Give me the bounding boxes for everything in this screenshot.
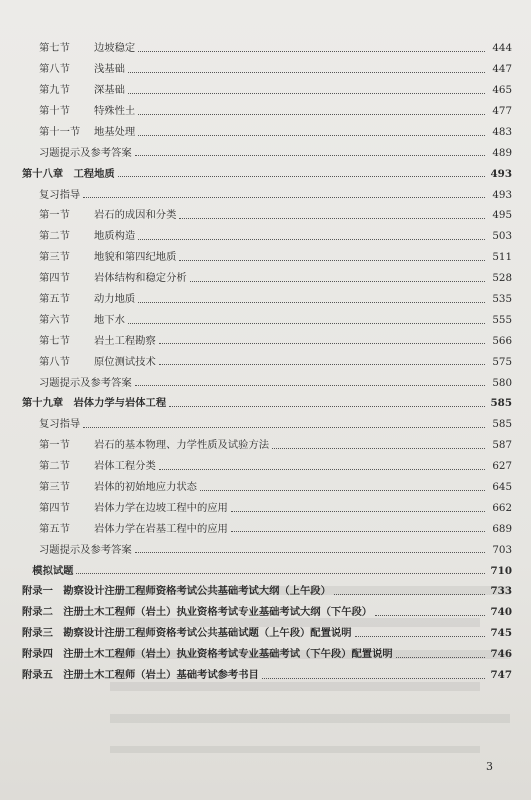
dot-leader [231,531,485,532]
toc-entry-number: 第四节 [39,272,70,285]
toc-entry [22,393,512,414]
dot-leader [83,427,485,428]
toc-entry-page: 740 [490,606,512,619]
dot-leader [135,552,485,553]
toc-entry [22,623,512,644]
toc-entry-number: 附录四 [22,648,53,661]
toc-entry-number: 附录一 [22,585,53,598]
toc-entry-number: 附录三 [22,627,53,640]
toc-entry-number: 第十八章 [22,167,64,180]
toc-entry-number: 第六节 [39,313,70,326]
toc-entry-number: 附录二 [22,606,53,619]
toc-entry-title: 原位测试技术 [94,355,156,368]
dot-leader [159,469,485,470]
toc-entry-page: 585 [492,418,512,431]
toc-entry-title: 岩石的基本物理、力学性质及试验方法 [94,439,270,452]
toc-entry-number: 第五节 [39,292,70,305]
dot-leader [396,657,485,658]
dot-leader [375,615,485,616]
toc-entry [22,289,512,310]
dot-leader [231,511,485,512]
toc-entry-number: 第十九章 [22,397,64,410]
toc-entry-page: 511 [492,251,512,264]
toc-entry-page: 733 [490,585,512,598]
toc-entry-title: 模拟试题 [32,564,74,577]
dot-leader [138,239,485,240]
dot-leader [179,260,485,261]
dot-leader [179,218,485,219]
toc-entry-number: 第九节 [39,84,70,97]
dot-leader [128,93,485,94]
toc-entry-number: 第二节 [39,460,70,473]
toc-entry [22,59,512,80]
toc-entry-page: 747 [490,669,512,682]
toc-entry-title: 习题提示及参考答案 [39,543,132,556]
toc-entry-title: 复习指导 [39,418,81,431]
toc-entry [22,226,512,247]
toc-entry-title: 地基处理 [94,125,136,138]
dot-leader [118,176,485,177]
toc-entry-number: 第一节 [39,209,70,222]
toc-entry-page: 566 [492,334,512,347]
dot-leader [159,364,485,365]
toc-entry-title: 勘察设计注册工程师资格考试公共基础试题（上午段）配置说明 [63,627,352,640]
toc-entry-page: 710 [490,564,512,577]
toc-entry-number: 第三节 [39,251,70,264]
toc-entry [22,101,512,122]
toc-entry-title: 特殊性土 [94,104,136,117]
dot-leader [262,678,485,679]
toc-entry [22,539,512,560]
toc-entry [22,518,512,539]
dot-leader [190,281,485,282]
toc-entry-number: 第五节 [39,522,70,535]
toc-entry [22,184,512,205]
toc-entry-title: 岩石的成因和分类 [94,209,177,222]
toc-entry-title: 习题提示及参考答案 [39,376,132,389]
toc-entry [22,477,512,498]
toc-entry [22,372,512,393]
dot-leader [128,323,485,324]
toc-entry [22,80,512,101]
toc-entry [22,122,512,143]
toc-entry-title: 地质构造 [94,230,136,243]
dot-leader [135,385,485,386]
toc-entry [22,38,512,59]
dot-leader [135,155,485,156]
toc-entry-number: 第八节 [39,63,70,76]
toc-entry-title: 注册土木工程师（岩土）执业资格考试专业基础考试（下午段）配置说明 [63,648,393,661]
toc-entry-number: 第七节 [39,42,70,55]
toc-entry-title: 工程地质 [73,167,115,180]
toc-entry [22,205,512,226]
toc-entry-page: 528 [492,272,512,285]
toc-entry-title: 地下水 [94,313,125,326]
toc-entry-page: 585 [490,397,512,410]
toc-entry-page: 587 [492,439,512,452]
toc-entry [22,560,512,581]
toc-entry-page: 503 [492,230,512,243]
toc-entry-title: 岩体工程分类 [94,460,156,473]
toc-entry-page: 493 [490,167,512,180]
toc-entry [22,247,512,268]
toc-entry-page: 493 [492,188,512,201]
toc-entry [22,602,512,623]
toc-entry [22,268,512,289]
toc-entry [22,644,512,665]
toc-entry [22,665,512,686]
toc-entry-title: 注册土木工程师（岩土）执业资格考试专业基础考试大纲（下午段） [63,606,373,619]
toc-entry-page: 444 [492,42,512,55]
toc-entry-title: 岩体的初始地应力状态 [94,481,197,493]
toc-entry-title: 边坡稳定 [94,42,136,55]
toc-entry-page: 662 [492,501,512,514]
toc-entry-number: 第十一节 [39,125,81,138]
toc-entry [22,456,512,477]
toc-entry-page: 689 [492,522,512,535]
toc-entry-number: 第七节 [39,334,70,347]
toc-entry-page: 477 [492,104,512,117]
toc-entry-title: 动力地质 [94,292,136,305]
toc-entry-page: 465 [492,84,512,97]
toc-entry-page: 489 [492,146,512,159]
dot-leader [138,51,485,52]
toc-entry [22,414,512,435]
toc-entry-number: 第一节 [39,439,70,452]
toc-entry-page: 575 [492,355,512,368]
dot-leader [355,636,486,637]
table-of-contents [22,38,512,686]
toc-entry-title: 岩体结构和稳定分析 [94,272,187,285]
toc-entry-title: 勘察设计注册工程师资格考试公共基础考试大纲（上午段） [63,585,331,598]
dot-leader [138,114,485,115]
toc-entry-page: 645 [492,481,512,493]
dot-leader [272,448,485,449]
toc-entry [22,310,512,331]
toc-entry [22,351,512,372]
toc-entry-title: 岩体力学与岩体工程 [73,397,167,410]
toc-entry-title: 岩土工程勘察 [94,334,156,347]
toc-entry-title: 浅基础 [94,63,125,76]
toc-entry-page: 447 [492,63,512,76]
dot-leader [200,490,485,491]
toc-entry-title: 注册土木工程师（岩土）基础考试参考书目 [63,669,259,682]
toc-entry-page: 535 [492,292,512,305]
toc-entry-title: 习题提示及参考答案 [39,146,132,159]
dot-leader [83,197,485,198]
toc-entry-page: 746 [490,648,512,661]
dot-leader [138,135,485,136]
toc-entry [22,435,512,456]
toc-entry [22,498,512,519]
toc-entry-title: 岩体力学在岩基工程中的应用 [94,522,228,535]
toc-entry-page: 495 [492,209,512,222]
toc-entry-number: 第十节 [39,104,70,117]
toc-entry-number: 附录五 [22,669,53,682]
toc-entry-number: 第四节 [39,501,70,514]
page-number: 3 [486,760,493,773]
toc-entry-page: 555 [492,313,512,326]
toc-entry-title: 岩体力学在边坡工程中的应用 [94,501,228,514]
dot-leader [334,594,485,595]
dot-leader [138,302,485,303]
toc-entry [22,330,512,351]
toc-entry-page: 483 [492,125,512,138]
dot-leader [76,573,485,574]
dot-leader [169,406,485,407]
toc-entry [22,163,512,184]
toc-entry-page: 703 [492,543,512,556]
toc-entry-page: 745 [490,627,512,640]
toc-entry [22,142,512,163]
toc-entry-title: 复习指导 [39,188,81,201]
dot-leader [128,72,485,73]
dot-leader [159,343,485,344]
toc-entry-title: 深基础 [94,84,125,97]
toc-entry-number: 第八节 [39,355,70,368]
toc-entry-number: 第三节 [39,481,70,493]
toc-entry-title: 地貌和第四纪地质 [94,251,177,264]
toc-entry [22,581,512,602]
toc-entry-page: 627 [492,460,512,473]
toc-entry-number: 第二节 [39,230,70,243]
toc-entry-page: 580 [492,376,512,389]
